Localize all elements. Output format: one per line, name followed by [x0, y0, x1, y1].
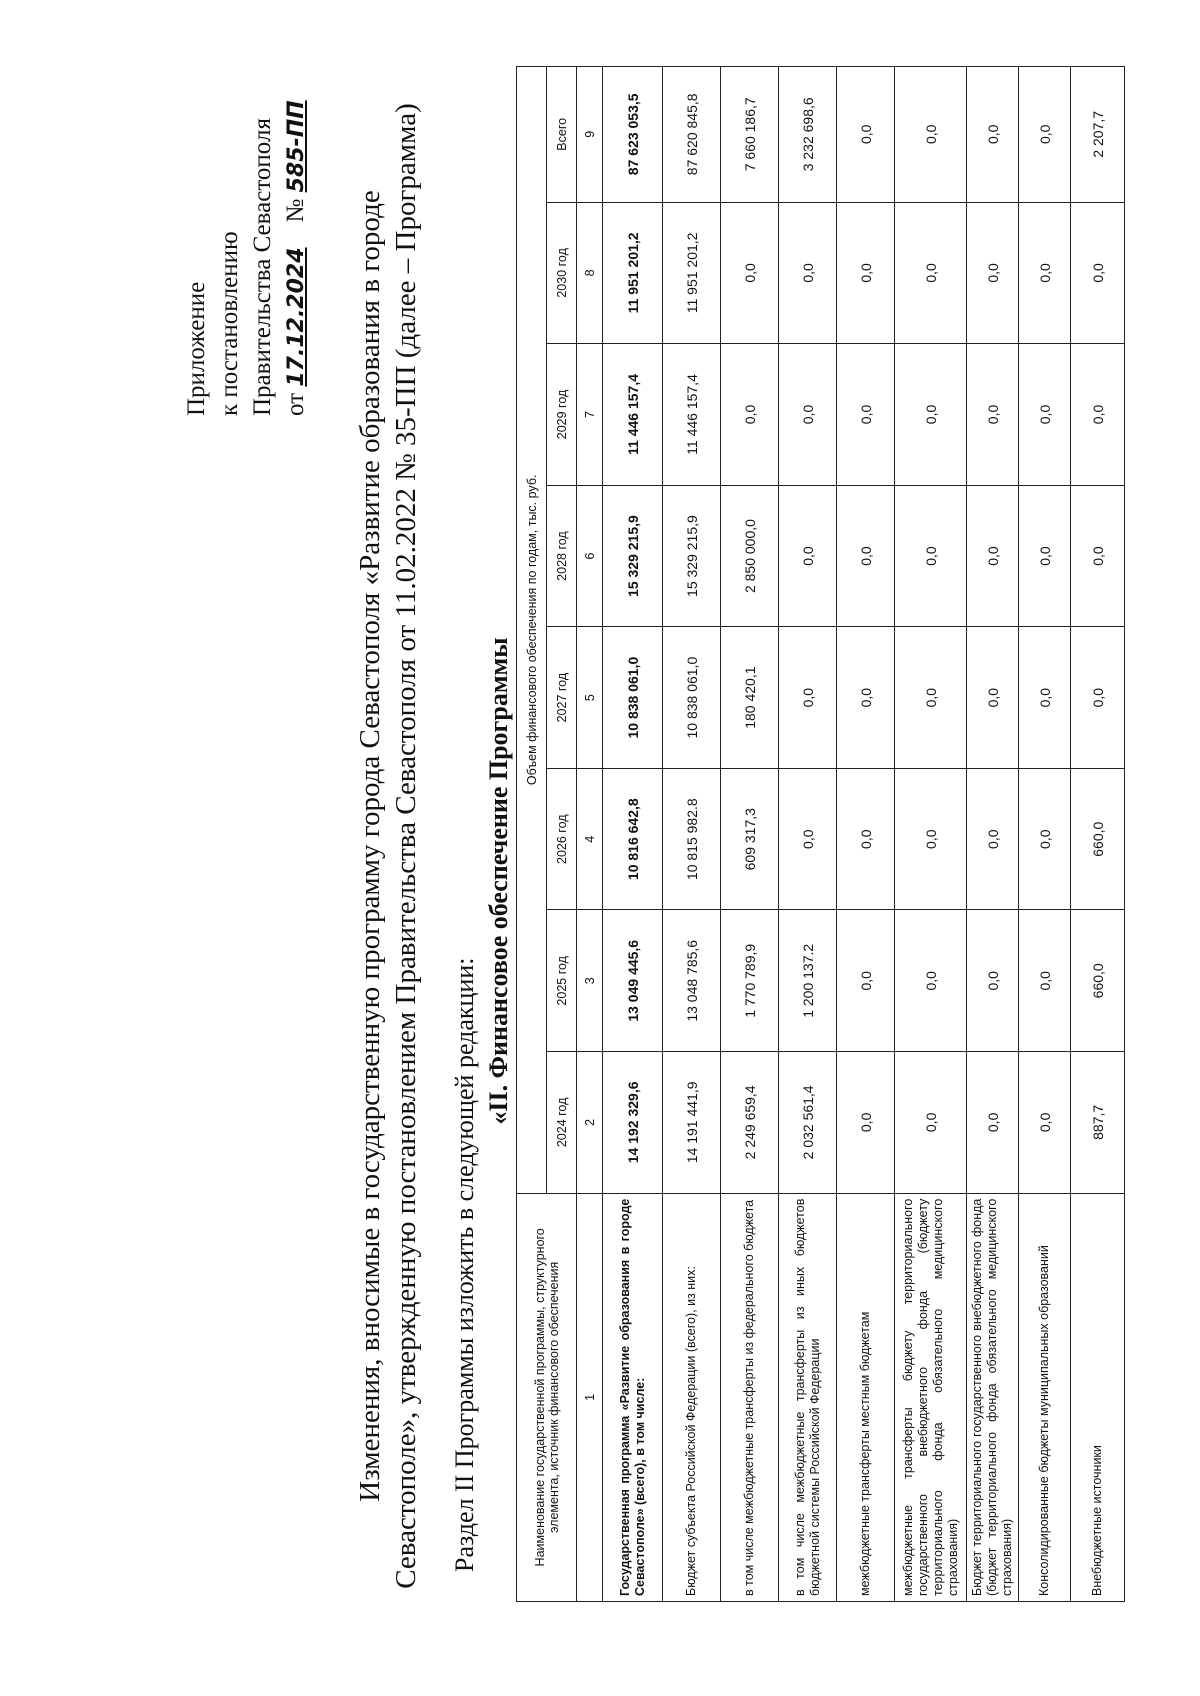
table-row: [1019, 67, 1071, 1602]
appendix-line-1: Приложение: [183, 281, 210, 416]
row-value: 0,0: [1071, 202, 1125, 344]
row-value: 10 838 061,0: [603, 627, 663, 769]
row-value: 0,0: [837, 1052, 895, 1194]
row-value: 10 815 982.8: [663, 768, 721, 910]
column-number: 2: [577, 1052, 603, 1194]
row-name: в том числе межбюджетные трансферты из иных бюджетов бюджетной системы Российской Федерации: [779, 1193, 837, 1601]
row-value: 0,0: [837, 485, 895, 627]
row-value: 14 191 441,9: [663, 1052, 721, 1194]
heading-line-2: Севастополе», утвержденную постановлением Правительства Севастополя от 11.02.2022 № 35-ПП (далее – Программа): [390, 103, 422, 1589]
row-name: Бюджет территориального государственного внебюджетного фонда (бюджет территориального фонда обязательного медицинского страхования): [967, 1193, 1019, 1601]
row-value: 2 032 561,4: [779, 1052, 837, 1194]
row-total-value: 3 232 698,6: [779, 67, 837, 203]
row-value: 660,0: [1071, 768, 1125, 910]
column-number: 7: [577, 344, 603, 486]
row-total-value: 0,0: [895, 67, 967, 203]
section-title: «II. Финансовое обеспечение Программы: [484, 637, 513, 1125]
row-value: 0,0: [837, 202, 895, 344]
column-number: 4: [577, 768, 603, 910]
column-number: 3: [577, 910, 603, 1052]
row-value: 15 329 215,9: [663, 485, 721, 627]
row-value: 609 317,3: [721, 768, 779, 910]
row-value: 0,0: [895, 768, 967, 910]
row-value: 10 816 642,8: [603, 768, 663, 910]
row-value: 0,0: [967, 768, 1019, 910]
year-header: 2029 год: [547, 344, 577, 486]
row-value: 1 770 789,9: [721, 910, 779, 1052]
row-name: межбюджетные трансферты бюджету территориального государственного внебюджетного фонда (бюджету территориального фонда обязательного медицинского страхования): [895, 1193, 967, 1601]
appendix-line-2: к постановлению: [216, 231, 243, 416]
row-value: 0,0: [967, 202, 1019, 344]
row-name: межбюджетные трансферты местным бюджетам: [837, 1193, 895, 1601]
row-value: 0,0: [721, 202, 779, 344]
column-number: 1: [577, 1193, 603, 1601]
row-value: 0,0: [779, 627, 837, 769]
table-body: [603, 67, 1125, 1602]
row-value: 13 049 445,6: [603, 910, 663, 1052]
table-row: [895, 67, 967, 1602]
row-value: 0,0: [895, 202, 967, 344]
row-value: 0,0: [1019, 202, 1071, 344]
row-name: Бюджет субъекта Российской Федерации (всего), из них:: [663, 1193, 721, 1601]
row-value: 0,0: [1019, 344, 1071, 486]
year-header: 2027 год: [547, 627, 577, 769]
column-number: 8: [577, 202, 603, 344]
year-header: 2028 год: [547, 485, 577, 627]
row-value: 13 048 785,6: [663, 910, 721, 1052]
row-name: Внебюджетные источники: [1071, 1193, 1125, 1601]
number-label: №: [282, 198, 309, 223]
table-row: [721, 67, 779, 1602]
table-row: [967, 67, 1019, 1602]
intro-text: Раздел II Программы изложить в следующей редакции:: [450, 957, 479, 1572]
row-value: 11 446 157,4: [663, 344, 721, 486]
row-value: 11 951 201,2: [603, 202, 663, 344]
row-total-value: 0,0: [967, 67, 1019, 203]
row-value: 11 951 201,2: [663, 202, 721, 344]
row-value: 887,7: [1071, 1052, 1125, 1194]
row-value: 0,0: [779, 768, 837, 910]
row-value: 0,0: [1071, 344, 1125, 486]
row-value: 0,0: [779, 485, 837, 627]
row-value: 0,0: [1019, 1052, 1071, 1194]
volume-header: Объем финансового обеспечения по годам, тыс. руб.: [517, 67, 547, 1194]
row-value: 0,0: [967, 627, 1019, 769]
financing-table: [516, 66, 1125, 1602]
row-total-value: 87 620 845,8: [663, 67, 721, 203]
row-value: 0,0: [967, 344, 1019, 486]
appendix-line-3: Правительства Севастополя: [249, 118, 276, 416]
column-number: 6: [577, 485, 603, 627]
row-value: 0,0: [1019, 910, 1071, 1052]
row-name: Консолидированные бюджеты муниципальных образований: [1019, 1193, 1071, 1601]
row-value: 14 192 329,6: [603, 1052, 663, 1194]
row-value: 0,0: [895, 627, 967, 769]
row-value: 1 200 137.2: [779, 910, 837, 1052]
table-row: [779, 67, 837, 1602]
row-value: 0,0: [1019, 485, 1071, 627]
year-header: 2030 год: [547, 202, 577, 344]
header-row-1: [517, 67, 547, 1602]
row-value: 2 850 000,0: [721, 485, 779, 627]
appendix-date-line: [279, 100, 313, 416]
row-value: 0,0: [837, 768, 895, 910]
row-value: 0,0: [967, 485, 1019, 627]
row-value: 0,0: [779, 344, 837, 486]
row-value: 0,0: [837, 627, 895, 769]
table-row: [663, 67, 721, 1602]
year-header: 2025 год: [547, 910, 577, 1052]
row-value: 11 446 157,4: [603, 344, 663, 486]
row-value: 15 329 215,9: [603, 485, 663, 627]
row-value: 0,0: [1019, 768, 1071, 910]
row-total-value: 0,0: [1019, 67, 1071, 203]
table-row: [837, 67, 895, 1602]
row-total-value: 7 660 186,7: [721, 67, 779, 203]
row-value: 180 420,1: [721, 627, 779, 769]
name-column-header: Наименование государственной программы, структурного элемента, источник финансового обеспечения: [517, 1193, 577, 1601]
table-row: [1071, 67, 1125, 1602]
row-value: 0,0: [837, 344, 895, 486]
row-value: 0,0: [1019, 627, 1071, 769]
document-heading: [352, 66, 424, 1626]
row-value: 0,0: [967, 1052, 1019, 1194]
handwritten-number: 585-ПП: [284, 100, 309, 193]
row-value: 0,0: [967, 910, 1019, 1052]
row-value: 0,0: [1071, 627, 1125, 769]
row-value: 0,0: [1071, 485, 1125, 627]
column-number: 5: [577, 627, 603, 769]
row-value: 0,0: [895, 344, 967, 486]
row-value: 0,0: [837, 910, 895, 1052]
row-name: Государственная программа «Развитие образования в городе Севастополе» (всего), в том числе:: [603, 1193, 663, 1601]
row-value: 2 249 659,4: [721, 1052, 779, 1194]
table-row: [603, 67, 663, 1602]
row-total-value: 0,0: [837, 67, 895, 203]
handwritten-date: 17.12.2024: [284, 247, 309, 387]
row-value: 0,0: [895, 910, 967, 1052]
header-row-numbers: [577, 67, 603, 1602]
row-value: 0,0: [721, 344, 779, 486]
year-header: 2024 год: [547, 1052, 577, 1194]
row-value: 0,0: [779, 202, 837, 344]
row-value: 10 838 061,0: [663, 627, 721, 769]
appendix-block: [180, 100, 313, 416]
total-header: Всего: [547, 67, 577, 203]
column-number: 9: [577, 67, 603, 203]
row-value: 0,0: [895, 1052, 967, 1194]
heading-line-1: Изменения, вносимые в государственную программу города Севастополя «Развитие образования в городе: [354, 190, 386, 1502]
row-total-value: 2 207,7: [1071, 67, 1125, 203]
year-header: 2026 год: [547, 768, 577, 910]
row-value: 0,0: [895, 485, 967, 627]
row-name: в том числе межбюджетные трансферты из федерального бюджета: [721, 1193, 779, 1601]
row-total-value: 87 623 053,5: [603, 67, 663, 203]
from-label: от: [282, 392, 309, 416]
row-value: 660,0: [1071, 910, 1125, 1052]
